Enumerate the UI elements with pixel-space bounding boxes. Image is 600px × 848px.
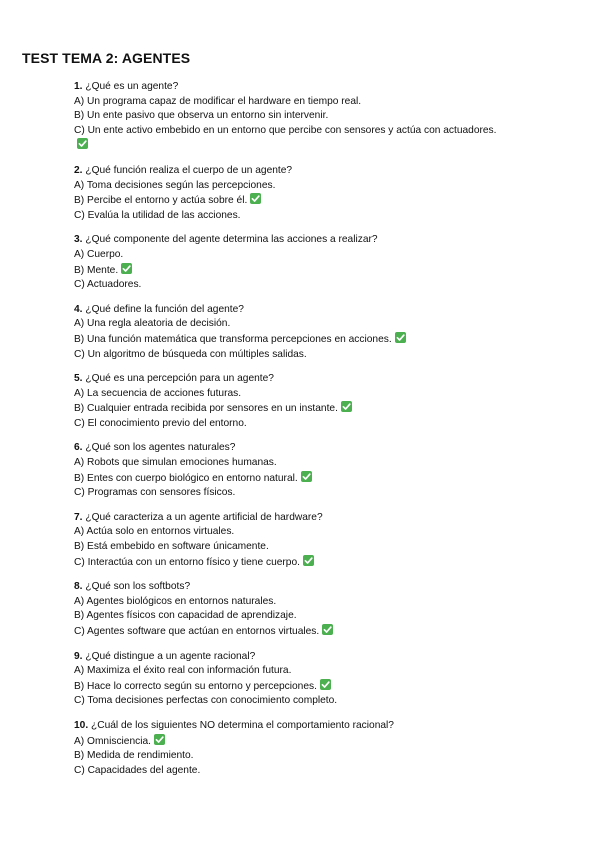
question-stem [74,719,504,734]
question-stem [74,80,504,95]
answer-option [74,595,504,610]
answer-option-text: A) Un programa capaz de modificar el hardware en tiempo real. [74,95,362,107]
answer-option-text: A) Omnisciencia. [74,735,151,747]
answer-option-text: C) Un ente activo embebido en un entorno que percibe con sensores y actúa con actuadores. [74,124,497,136]
question-number: 1. [74,81,83,92]
question [74,511,504,570]
check-mark-icon [303,555,314,566]
answer-option-text: C) Un algoritmo de búsqueda con múltiples salidas. [74,348,307,360]
answer-option [74,471,504,487]
answer-option-text: A) Actúa solo en entornos virtuales. [74,526,235,538]
answer-option [74,486,504,501]
question-number: 4. [74,303,83,315]
question-stem [74,650,504,665]
answer-option [74,263,504,279]
question [74,164,504,223]
answer-option [74,401,504,417]
answer-option [74,179,504,194]
question-number: 7. [74,511,83,523]
question-text: ¿Qué son los agentes naturales? [85,442,236,454]
answer-option-text: B) Entes con cuerpo biológico en entorno natural. [74,472,298,484]
answer-option [74,124,504,154]
answer-option [74,694,504,709]
check-mark-icon [154,734,165,745]
question-stem [74,303,504,318]
question [74,303,504,362]
answer-option-text: C) Actuadores. [74,279,142,291]
question-stem [74,511,504,526]
check-mark-icon [395,332,406,343]
answer-option [74,749,504,764]
answer-option [74,764,504,779]
answer-option-text: A) Una regla aleatoria de decisión. [74,318,231,330]
answer-option-text: B) Está embebido en software únicamente. [74,541,269,553]
question [74,80,504,154]
answer-option-text: A) Robots que simulan emociones humanas. [74,457,277,469]
question [74,719,504,778]
question-number: 3. [74,234,83,246]
question-text: ¿Qué componente del agente determina las acciones a realizar? [85,234,378,246]
question-number: 8. [74,581,83,593]
question [74,580,504,639]
check-mark-icon [322,624,333,635]
check-mark-icon [320,679,331,690]
question-stem [74,372,504,387]
question-text: ¿Qué define la función del agente? [85,303,244,315]
answer-option [74,555,504,571]
answer-option-text: C) Agentes software que actúan en entornos virtuales. [74,626,320,637]
check-mark-icon [301,471,312,482]
answer-option [74,332,504,348]
answer-option [74,664,504,679]
answer-option-text: B) Cualquier entrada recibida por sensores en un instante. [74,403,338,415]
document-title: TEST TEMA 2: AGENTES [22,50,191,66]
check-mark-icon [77,138,88,149]
answer-option-text: C) Capacidades del agente. [74,764,201,776]
answer-option-text: C) Evalúa la utilidad de las acciones. [74,209,241,221]
answer-option-text: C) Toma decisiones perfectas con conocimiento completo. [74,695,338,707]
answer-option [74,609,504,624]
question [74,233,504,292]
question [74,650,504,709]
answer-option [74,525,504,540]
question-number: 5. [74,373,83,385]
question-stem [74,233,504,248]
answer-option [74,348,504,363]
answer-option-text: B) Un ente pasivo que observa un entorno sin intervenir. [74,110,329,122]
answer-option-text: B) Mente. [74,264,119,276]
question-number: 2. [74,164,83,176]
question-number: 6. [74,442,83,454]
question-text: ¿Qué distingue a un agente racional? [85,650,256,662]
answer-option-text: B) Percibe el entorno y actúa sobre él. [74,195,248,207]
answer-option [74,417,504,432]
answer-option [74,387,504,402]
question-stem [74,164,504,179]
answer-option-text: A) La secuencia de acciones futuras. [74,387,242,399]
answer-option-text: C) Programas con sensores físicos. [74,487,236,499]
answer-option-text: C) El conocimiento previo del entorno. [74,417,247,429]
question-text: ¿Qué función realiza el cuerpo de un agente? [85,164,293,176]
answer-option [74,456,504,471]
answer-option [74,109,504,124]
answer-option-text: A) Maximiza el éxito real con información futura. [74,665,292,677]
question-text: ¿Qué es una percepción para un agente? [85,373,274,385]
answer-option-text: B) Agentes físicos con capacidad de aprendizaje. [74,610,297,622]
answer-option [74,734,504,750]
answer-option-text: B) Medida de rendimiento. [74,750,194,762]
answer-option [74,624,504,640]
check-mark-icon [121,263,132,274]
question-number: 9. [74,650,83,662]
answer-option-text: A) Cuerpo. [74,248,124,260]
answer-option-text: C) Interactúa con un entorno físico y tiene cuerpo. [74,556,300,568]
answer-option [74,95,504,110]
answer-option [74,209,504,224]
answer-option [74,193,504,209]
answer-option [74,679,504,695]
question [74,372,504,431]
question-text: ¿Qué son los softbots? [85,581,191,593]
check-mark-icon [250,193,261,204]
question-text: ¿Qué caracteriza a un agente artificial de hardware? [85,511,323,523]
answer-option-text: A) Agentes biológicos en entornos naturales. [74,595,277,607]
question-text: ¿Qué es un agente? [85,81,179,92]
answer-option [74,540,504,555]
question-list [74,80,504,778]
answer-option [74,248,504,263]
answer-option-text: B) Una función matemática que transforma percepciones en acciones. [74,333,392,345]
check-mark-icon [341,401,352,412]
question-number: 10. [74,719,89,731]
answer-option-text: B) Hace lo correcto según su entorno y percepciones. [74,680,317,692]
question-stem [74,441,504,456]
question-stem [74,580,504,595]
answer-option [74,278,504,293]
question-text: ¿Cuál de los siguientes NO determina el comportamiento racional? [91,719,394,731]
question [74,441,504,500]
answer-option-text: A) Toma decisiones según las percepciones. [74,179,276,191]
answer-option [74,317,504,332]
